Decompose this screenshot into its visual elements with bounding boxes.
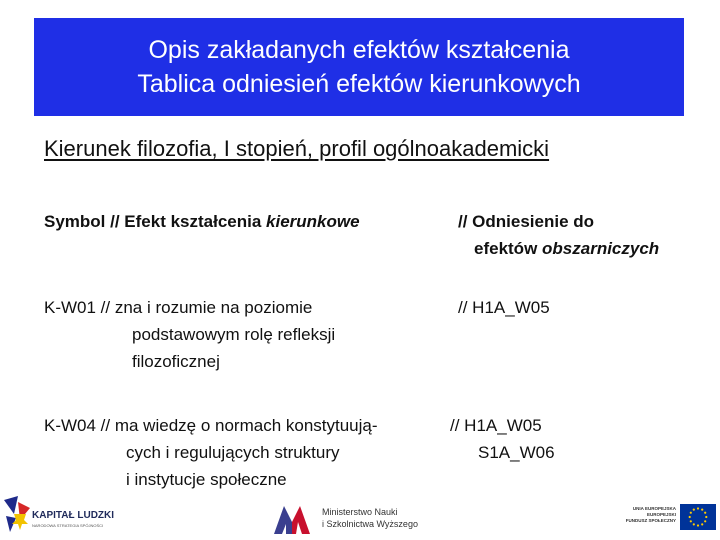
- title-line-2: Tablica odniesień efektów kierunkowych: [137, 70, 581, 98]
- kapital-ludzki-text: KAPITAŁ LUDZKI: [32, 510, 115, 521]
- row-1-right: [458, 294, 550, 321]
- subtitle: Kierunek filozofia, I stopień, profil ogólnoakademicki: [44, 136, 550, 161]
- eu-flag-icon: [680, 504, 716, 530]
- header-left: [44, 208, 360, 235]
- eu-text: [618, 506, 676, 524]
- eu-line-2: EUROPEJSKI: [646, 512, 676, 517]
- row-2-right-line-1: // H1A_W05: [450, 416, 542, 435]
- row-1-left-line-2: podstawowym rolę refleksji: [132, 325, 336, 344]
- row-2-left-line-2: cych i regulujących struktury: [126, 443, 340, 462]
- footer-logos: [0, 494, 720, 540]
- header-left-prefix: Symbol // Efekt kształcenia: [44, 212, 267, 231]
- row-2-right: [450, 412, 555, 466]
- eu-line-3: FUNDUSZ SPOŁECZNY: [625, 518, 676, 523]
- title-line-1: Opis zakładanych efektów kształcenia: [148, 36, 570, 64]
- header-right-italic: obszarniczych: [542, 239, 660, 258]
- row-2-right-line-2: S1A_W06: [478, 443, 555, 462]
- header-left-italic: kierunkowe: [266, 212, 360, 231]
- row-1-left: [44, 294, 335, 375]
- ministry-logo: [272, 502, 418, 538]
- row-2-left-line-1: K-W04 // ma wiedzę o normach konstytuują-: [44, 416, 378, 435]
- ministry-line-1: Ministerstwo Nauki: [322, 507, 398, 517]
- ministry-emblem-icon: [272, 502, 316, 536]
- title-box: [34, 18, 684, 116]
- row-1-left-line-3: filozoficznej: [132, 352, 220, 371]
- header-right-prefix: efektów: [474, 239, 543, 258]
- header-right-line-2: [458, 235, 659, 262]
- header-right: [458, 208, 659, 262]
- row-2-left: [44, 412, 378, 493]
- ministry-text: [322, 506, 418, 530]
- ministry-line-2: i Szkolnictwa Wyższego: [322, 519, 418, 529]
- row-2-left-line-3: i instytucje społeczne: [126, 470, 287, 489]
- kapital-ludzki-subtext: NARODOWA STRATEGIA SPÓJNOŚCI: [32, 523, 104, 528]
- row-1-right-line-1: // H1A_W05: [458, 298, 550, 317]
- eu-logo: [618, 502, 718, 532]
- kapital-ludzki-logo: [2, 494, 124, 534]
- kapital-ludzki-icon: [2, 494, 32, 534]
- row-1-left-line-1: K-W01 // zna i rozumie na poziomie: [44, 298, 313, 317]
- header-right-line-1: // Odniesienie do: [458, 212, 595, 231]
- eu-line-1: UNIA EUROPEJSKA: [632, 506, 676, 511]
